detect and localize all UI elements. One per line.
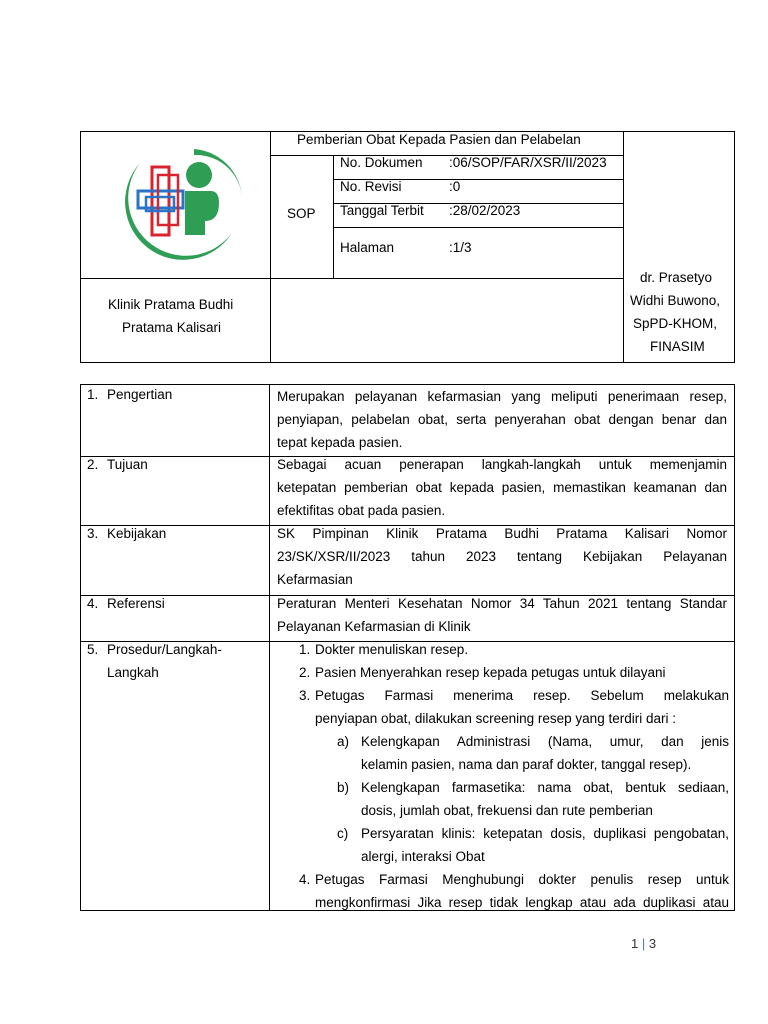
list-item: c) Persyaratan klinis: ketepatan dosis, duplikasi pengobatan, alergi, interaksi Obat <box>337 826 729 864</box>
page-separator: | <box>641 936 646 951</box>
field-label-page: Halaman <box>340 240 395 255</box>
list-item: 2. Pasien Menyerahkan resep kepada petugas untuk dilayani <box>299 665 666 680</box>
section-content-pengertian <box>277 385 727 454</box>
text-line: Kefarmasian <box>277 572 353 587</box>
section-content-referensi <box>277 592 727 638</box>
list-item: 4. Petugas Farmasi Menghubungi dokter penulis resep untuk mengkonfirmasi Jika resep tidak lengkap atau ada duplikasi atau <box>299 872 729 910</box>
divider <box>623 132 624 362</box>
section-label-tujuan: 2. Tujuan <box>87 457 148 472</box>
clinic-name-line2: Pratama Kalisari <box>122 320 222 335</box>
signer-line: SpPD-KHOM, <box>633 316 718 331</box>
text-line: Pelayanan Kefarmasian di Klinik <box>277 619 471 634</box>
section-label-referensi: 4. Referensi <box>87 596 165 611</box>
text-line: ketepatan pemberian obat kepada pasien, memastikan keamanan dan <box>277 480 727 495</box>
list-item: a) Kelengkapan Administrasi (Nama, umur, dan jenis kelamin pasien, nama dan paraf dokter, tanggal resep). <box>337 734 729 772</box>
text-line: 23/SK/XSR/II/2023 tahun 2023 tentang Kebijakan Pelayanan <box>277 549 727 564</box>
page-number <box>631 936 656 951</box>
divider <box>270 132 271 362</box>
list-item: b) Kelengkapan farmasetika: nama obat, bentuk sediaan, dosis, jumlah obat, frekuensi dan rute pemberian <box>337 780 729 818</box>
text-line: penyiapan, pelabelan obat, serta penyerahan obat dengan benar dan <box>277 412 727 427</box>
text-line: Sebagai acuan penerapan langkah-langkah untuk memenjamin <box>277 457 727 472</box>
sop-label: SOP <box>287 206 316 221</box>
field-value-document-number: :06/SOP/FAR/XSR/II/2023 <box>449 155 607 170</box>
document-title: Pemberian Obat Kepada Pasien dan Pelabelan <box>297 132 581 147</box>
procedure-steps <box>277 638 729 914</box>
text-line: tepat kepada pasien. <box>277 435 403 450</box>
section-content-kebijakan <box>277 522 727 591</box>
divider <box>269 385 270 910</box>
clinic-name-line1: Klinik Pratama Budhi <box>108 297 234 312</box>
field-value-issue-date: :28/02/2023 <box>449 203 521 218</box>
field-label-revision: No. Revisi <box>340 179 402 194</box>
field-label-issue-date: Tanggal Terbit <box>340 203 424 218</box>
page-current: 1 <box>631 936 639 951</box>
text-line: SK Pimpinan Klinik Pratama Budhi Pratama Kalisari Nomor <box>277 526 727 541</box>
section-label-kebijakan: 3. Kebijakan <box>87 526 167 541</box>
text-line: Peraturan Menteri Kesehatan Nomor 34 Tahun 2021 tentang Standar <box>277 596 727 611</box>
section-content-tujuan <box>277 453 727 522</box>
clinic-logo <box>102 135 248 263</box>
list-item: 3. Petugas Farmasi menerima resep. Sebelum melakukan penyiapan obat, dilakukan screening resep yang terdiri dari : <box>299 688 729 726</box>
section-label-prosedur: 5. Prosedur/Langkah- Langkah <box>87 642 222 680</box>
sop-content-table <box>80 384 735 911</box>
divider <box>333 227 623 228</box>
field-value-revision: :0 <box>449 179 461 194</box>
list-item: 1. Dokter menuliskan resep. <box>299 642 469 657</box>
section-label-pengertian: 1. Pengertian <box>87 387 173 402</box>
signer-line: Widhi Buwono, <box>630 293 721 308</box>
divider <box>333 155 334 279</box>
text-line: Merupakan pelayanan kefarmasian yang meliputi penerimaan resep, <box>277 389 727 404</box>
text-line: efektifitas obat pada pasien. <box>277 503 446 518</box>
field-label-document-number: No. Dokumen <box>340 155 423 170</box>
field-value-page: :1/3 <box>449 240 472 255</box>
page-total: 3 <box>648 936 657 951</box>
signer-line: dr. Prasetyo <box>640 270 713 285</box>
divider <box>81 278 623 279</box>
signer-line: FINASIM <box>650 339 705 354</box>
